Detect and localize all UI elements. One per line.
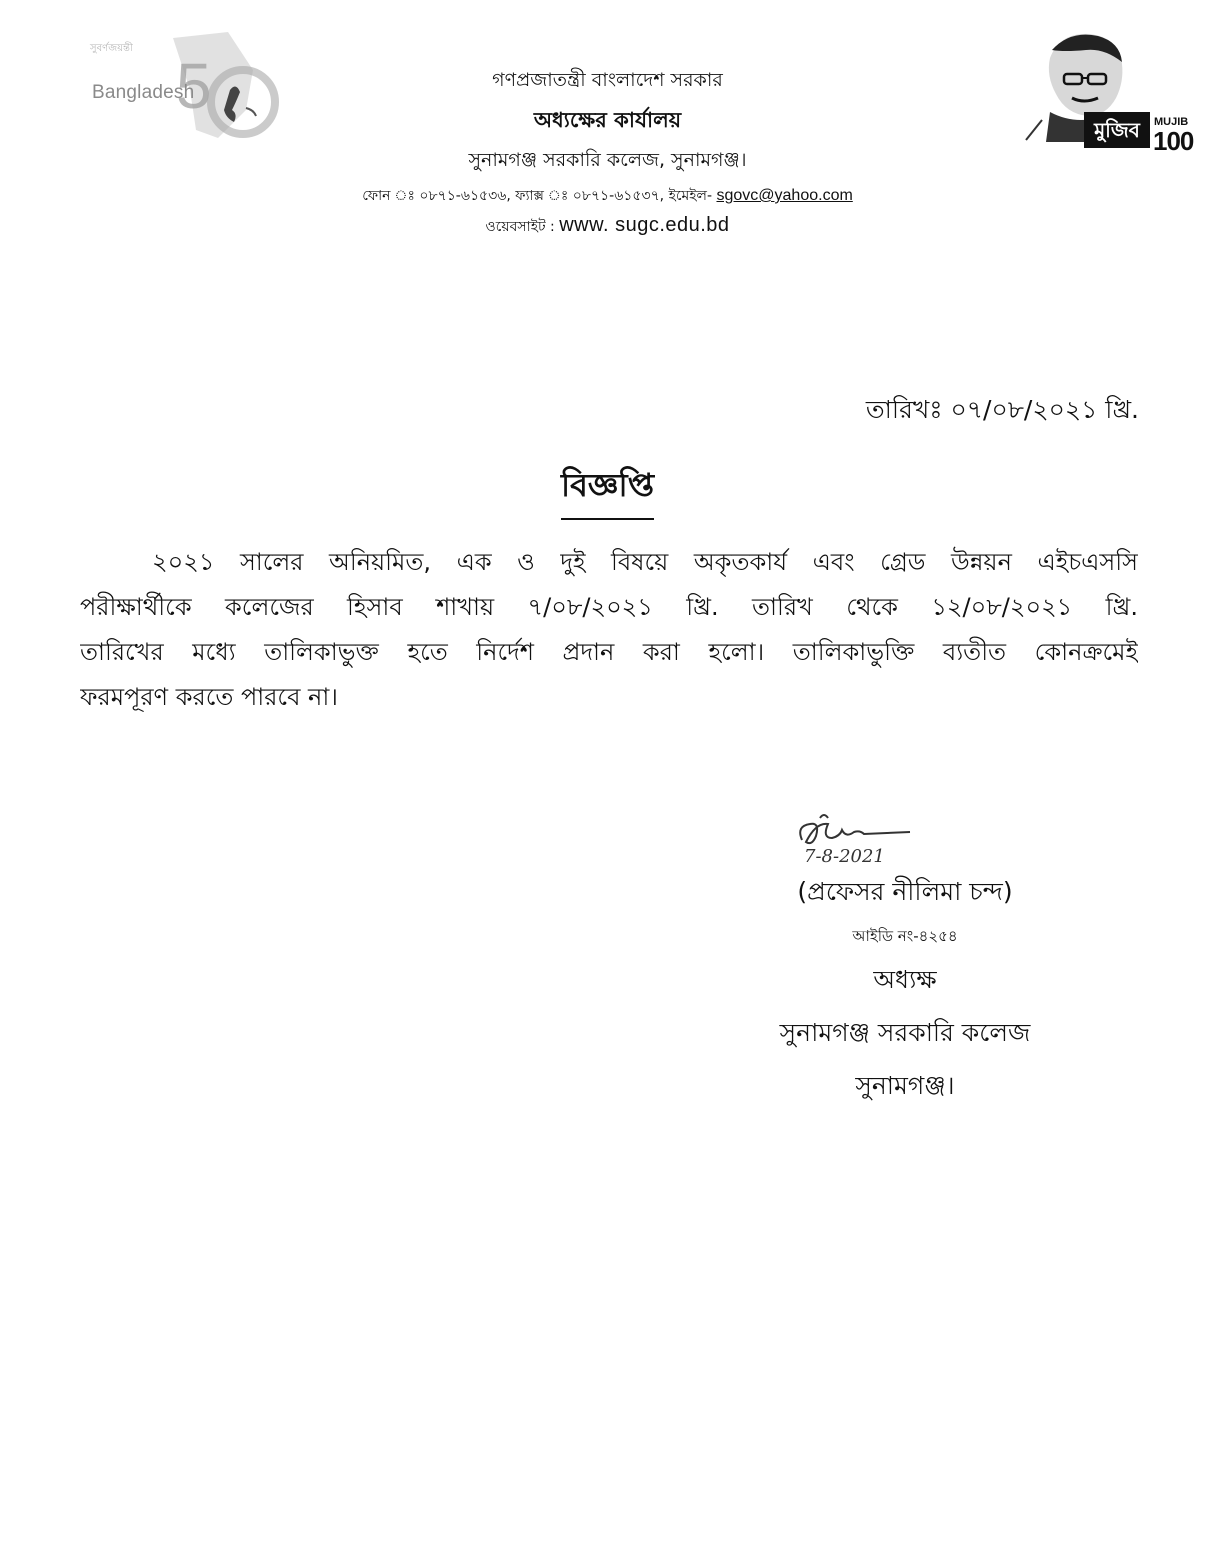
- notice-title: [0, 460, 1215, 520]
- website-link[interactable]: www. sugc.edu.bd: [559, 214, 730, 236]
- signatory-title: অধ্যক্ষ: [873, 965, 937, 994]
- signatory-college: সুনামগঞ্জ সরকারি কলেজ: [779, 1018, 1031, 1047]
- logo-left-word: Bangladesh: [92, 82, 195, 103]
- logo-left-small-text: সুবর্ণজয়ন্তী: [90, 43, 133, 54]
- body-line-1: ২০২১ সালের অনিয়মিত, এক ও দুই বিষয়ে অকৃতকার্য এবং গ্রেড উন্নয়ন এইচএসসি: [152, 548, 1138, 576]
- body-line-4: ফরমপূরণ করতে পারবে না।: [80, 683, 338, 711]
- signatory-id: আইডি নং-৪২৫৪: [852, 927, 958, 945]
- signatory-name: (প্রফেসর নীলিমা চন্দ): [797, 877, 1013, 906]
- handwritten-signature-icon: [790, 810, 950, 870]
- government-name: গণপ্রজাতন্ত্রী বাংলাদেশ সরকার: [492, 69, 723, 91]
- signatory-city: সুনামগঞ্জ।: [855, 1071, 955, 1100]
- body-line-2: পরীক্ষার্থীকে কলেজের হিসাব শাখায় ৭/০৮/২০২১ খ্রি. তারিখ থেকে ১২/০৮/২০২১ খ্রি.: [80, 593, 1138, 621]
- mujib-english-text: MUJIB: [1154, 116, 1189, 128]
- notice-date: তারিখঃ ০৭/০৮/২০২১ খ্রি.: [865, 395, 1139, 424]
- body-line-3: তারিখের মধ্যে তালিকাভুক্ত হতে নির্দেশ প্রদান করা হলো। তালিকাভুক্তি ব্যতীত কোনক্রমেই: [80, 638, 1138, 666]
- website-label: ওয়েবসাইট :: [485, 219, 555, 235]
- contact-phone-fax: ফোন ঃ ০৮৭১-৬১৫৩৬, ফ্যাক্স ঃ ০৮৭১-৬১৫৩৭, ইমেইল-: [362, 188, 713, 204]
- college-address: সুনামগঞ্জ সরকারি কলেজ, সুনামগঞ্জ।: [468, 149, 747, 171]
- contact-line: [0, 184, 1215, 208]
- notice-body: [80, 540, 1138, 720]
- svg-text:5: 5: [176, 50, 212, 122]
- email-link[interactable]: sgovc@yahoo.com: [716, 187, 853, 204]
- office-name: অধ্যক্ষের কার্যালয়: [533, 108, 682, 132]
- signature-block: [740, 810, 1070, 1109]
- signature-date: 7-8-2021: [804, 846, 885, 867]
- notice-title-text: বিজ্ঞপ্তি: [561, 460, 654, 520]
- mujib-number-text: 100: [1153, 126, 1194, 156]
- website-line: [0, 214, 1215, 239]
- mujib-bangla-text: মুজিব: [1084, 112, 1150, 148]
